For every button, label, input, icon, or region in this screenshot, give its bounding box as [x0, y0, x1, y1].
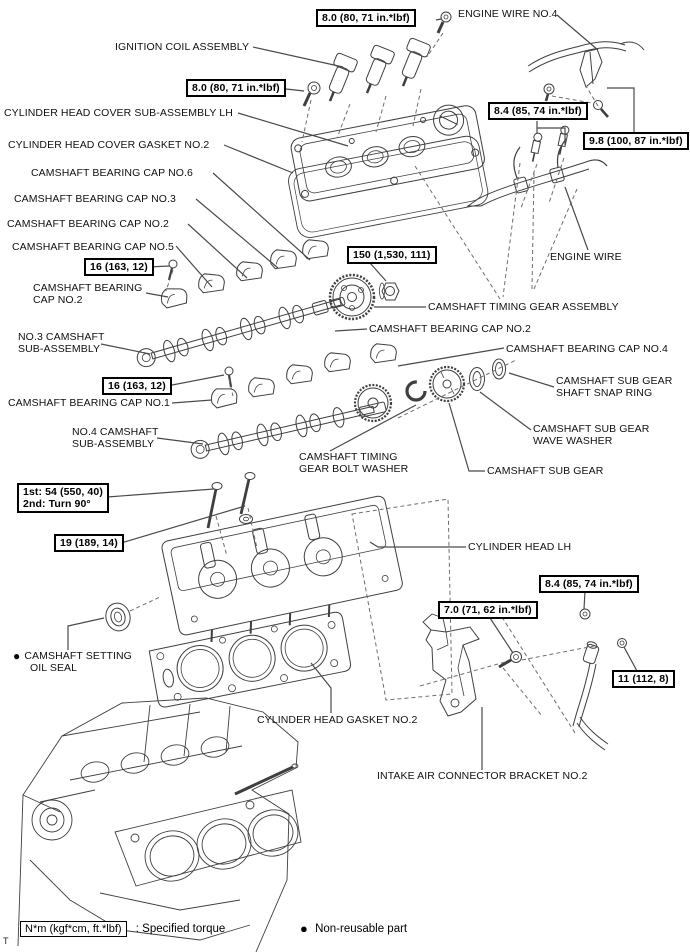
torque-box-dipstick-bolt: 11 (112, 8)	[612, 670, 675, 688]
engine-wire-no4-art	[528, 42, 644, 87]
cylinder-head-art	[161, 495, 406, 648]
label-no3-camshaft: NO.3 CAMSHAFT SUB-ASSEMBLY	[18, 331, 105, 355]
spark-plug-art	[529, 125, 570, 162]
label-bearing-cap-5: CAMSHAFT BEARING CAP NO.5	[12, 241, 174, 253]
camshaft-no3-art	[135, 290, 348, 370]
label-bearing-cap-2b: CAMSHAFT BEARING CAP NO.2	[33, 282, 143, 306]
non-reusable-bullet-icon: ●	[13, 649, 21, 663]
torque-box-head-bolt: 1st: 54 (550, 40) 2nd: Turn 90°	[17, 483, 109, 513]
label-bearing-cap-4: CAMSHAFT BEARING CAP NO.4	[506, 343, 668, 355]
valve-cover-art	[280, 100, 493, 240]
torque-box-cap-bolt-a: 16 (163, 12)	[84, 258, 154, 276]
torque-box-cover-bolt-top: 8.0 (80, 71 in.*lbf)	[316, 9, 416, 27]
label-head-cover-sub: CYLINDER HEAD COVER SUB-ASSEMBLY LH	[4, 107, 233, 119]
oil-seal-art	[103, 600, 133, 633]
legend-non-reusable-text: Non-reusable part	[315, 923, 408, 935]
torque-box-gear-nut: 150 (1,530, 111)	[347, 246, 437, 264]
torque-box-union-bolt: 8.4 (85, 74 in.*lbf)	[539, 575, 639, 593]
label-ignition-coil: IGNITION COIL ASSEMBLY	[115, 41, 250, 53]
dashed-guides	[130, 33, 598, 733]
ignition-coil-art	[320, 37, 431, 105]
label-engine-wire: ENGINE WIRE	[550, 251, 622, 263]
label-timing-gear-bolt-washer: CAMSHAFT TIMING GEAR BOLT WASHER	[299, 451, 409, 475]
label-timing-gear-assembly: CAMSHAFT TIMING GEAR ASSEMBLY	[428, 301, 619, 313]
label-bearing-cap-3: CAMSHAFT BEARING CAP NO.3	[14, 193, 176, 205]
legend-torque-unit-box: N*m (kgf*cm, ft.*lbf)	[20, 921, 127, 937]
torque-box-spark-plug: 8.4 (85, 74 in.*lbf)	[488, 102, 588, 120]
non-reusable-bullet-icon: ●	[300, 921, 308, 936]
label-bearing-cap-2a: CAMSHAFT BEARING CAP NO.2	[7, 218, 169, 230]
label-no4-camshaft: NO.4 CAMSHAFT SUB-ASSEMBLY	[72, 426, 159, 450]
label-sub-gear-wave-washer: CAMSHAFT SUB GEAR WAVE WASHER	[533, 423, 650, 447]
sub-gear-set-art	[407, 359, 506, 401]
label-oil-seal: ● CAMSHAFT SETTING OIL SEAL	[13, 649, 132, 674]
legend-torque	[20, 921, 225, 937]
torque-box-head-bolt-2: 19 (189, 14)	[54, 534, 124, 552]
label-intake-bracket: INTAKE AIR CONNECTOR BRACKET NO.2	[377, 770, 588, 782]
dipstick-tube-art	[573, 641, 608, 750]
label-bearing-cap-1: CAMSHAFT BEARING CAP NO.1	[8, 397, 170, 409]
label-bearing-cap-6: CAMSHAFT BEARING CAP NO.6	[31, 167, 193, 179]
engine-block-art	[18, 698, 302, 952]
torque-box-wire-bolt: 9.8 (100, 87 in.*lbf)	[583, 132, 689, 150]
label-head-cover-gasket: CYLINDER HEAD COVER GASKET NO.2	[8, 139, 210, 151]
label-cylinder-head: CYLINDER HEAD LH	[468, 541, 572, 553]
timing-gear-art	[330, 275, 399, 319]
torque-box-bracket-bolt: 7.0 (71, 62 in.*lbf)	[438, 601, 538, 619]
torque-box-cover-bolt-mid: 8.0 (80, 71 in.*lbf)	[186, 79, 286, 97]
label-engine-wire-no4: ENGINE WIRE NO.4	[458, 8, 558, 20]
corner-mark: T	[3, 936, 9, 946]
legend-non-reusable	[300, 921, 407, 936]
label-sub-gear-snap-ring: CAMSHAFT SUB GEAR SHAFT SNAP RING	[556, 375, 673, 399]
cam-drive-gear-art	[355, 385, 391, 421]
legend-torque-desc: : Specified torque	[135, 923, 226, 935]
torque-box-cap-bolt-b: 16 (163, 12)	[102, 377, 172, 395]
label-sub-gear: CAMSHAFT SUB GEAR	[487, 465, 604, 477]
label-head-gasket: CYLINDER HEAD GASKET NO.2	[257, 714, 418, 726]
label-bearing-cap-2c: CAMSHAFT BEARING CAP NO.2	[369, 323, 531, 335]
